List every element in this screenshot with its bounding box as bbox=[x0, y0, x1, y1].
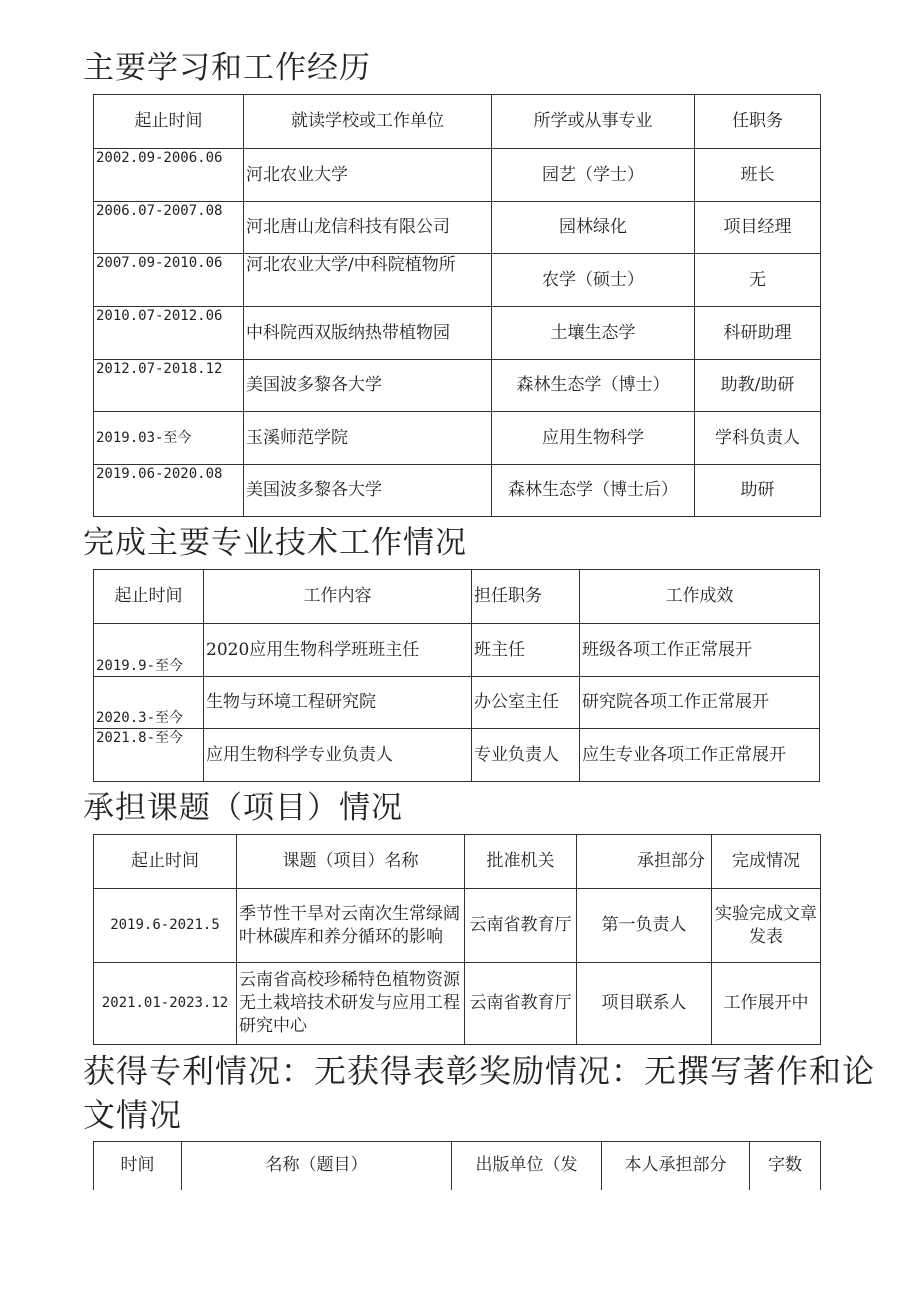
table-row bbox=[94, 254, 821, 307]
period-cell: 2006.07-2007.08 bbox=[94, 202, 244, 254]
patents-awards-heading: 获得专利情况：无获得表彰奖励情况：无撰写著作和论 bbox=[83, 1052, 876, 1090]
school-cell: 美国波多黎各大学 bbox=[244, 360, 492, 412]
period-cell: 2010.07-2012.06 bbox=[94, 307, 244, 360]
header-period: 起止时间 bbox=[94, 95, 244, 149]
major-cell: 农学（硕士） bbox=[492, 254, 695, 307]
work-table bbox=[93, 569, 820, 782]
status-cell: 实验完成文章发表 bbox=[712, 889, 821, 963]
content-cell: 应用生物科学专业负责人 bbox=[204, 729, 472, 782]
period-cell: 2021.01-2023.12 bbox=[94, 963, 237, 1045]
result-cell: 研究院各项工作正常展开 bbox=[580, 677, 820, 729]
publications-table bbox=[93, 1141, 821, 1190]
education-heading: 主要学习和工作经历 bbox=[83, 50, 371, 86]
header-content: 工作内容 bbox=[204, 570, 472, 624]
role-cell: 专业负责人 bbox=[472, 729, 580, 782]
education-header-row bbox=[94, 95, 821, 149]
period-cell: 2019.03-至今 bbox=[94, 412, 244, 465]
period-cell: 2002.09-2006.06 bbox=[94, 149, 244, 202]
header-position: 任职务 bbox=[695, 95, 821, 149]
header-responsibility: 承担部分 bbox=[577, 835, 712, 889]
header-own-part: 本人承担部分 bbox=[602, 1142, 750, 1190]
table-row bbox=[94, 360, 821, 412]
status-cell: 工作展开中 bbox=[712, 963, 821, 1045]
major-cell: 园林绿化 bbox=[492, 202, 695, 254]
publications-header-row bbox=[94, 1142, 821, 1190]
header-title: 名称（题目） bbox=[182, 1142, 452, 1190]
period-cell: 2020.3-至今 bbox=[94, 677, 204, 729]
position-cell: 助研 bbox=[695, 465, 821, 517]
table-row bbox=[94, 412, 821, 465]
education-table bbox=[93, 94, 821, 517]
table-row bbox=[94, 963, 821, 1045]
major-cell: 应用生物科学 bbox=[492, 412, 695, 465]
position-cell: 班长 bbox=[695, 149, 821, 202]
table-row bbox=[94, 889, 821, 963]
header-role: 担任职务 bbox=[472, 570, 580, 624]
period-cell: 2012.07-2018.12 bbox=[94, 360, 244, 412]
role-cell: 班主任 bbox=[472, 624, 580, 677]
table-row bbox=[94, 202, 821, 254]
position-cell: 无 bbox=[695, 254, 821, 307]
period-cell: 2019.06-2020.08 bbox=[94, 465, 244, 517]
table-row bbox=[94, 149, 821, 202]
result-cell: 应生专业各项工作正常展开 bbox=[580, 729, 820, 782]
header-period: 起止时间 bbox=[94, 835, 237, 889]
position-cell: 项目经理 bbox=[695, 202, 821, 254]
header-status: 完成情况 bbox=[712, 835, 821, 889]
major-cell: 森林生态学（博士） bbox=[492, 360, 695, 412]
position-cell: 学科负责人 bbox=[695, 412, 821, 465]
project-name-cell: 云南省高校珍稀特色植物资源无土栽培技术研发与应用工程研究中心 bbox=[237, 963, 465, 1045]
table-row bbox=[94, 624, 820, 677]
content-cell: 2020应用生物科学班班主任 bbox=[204, 624, 472, 677]
header-time: 时间 bbox=[94, 1142, 182, 1190]
header-school: 就读学校或工作单位 bbox=[244, 95, 492, 149]
work-heading: 完成主要专业技术工作情况 bbox=[83, 525, 467, 561]
work-header-row bbox=[94, 570, 820, 624]
table-row bbox=[94, 729, 820, 782]
publications-heading: 文情况 bbox=[83, 1096, 183, 1134]
period-cell: 2019.9-至今 bbox=[94, 624, 204, 677]
header-period: 起止时间 bbox=[94, 570, 204, 624]
major-cell: 园艺（学士） bbox=[492, 149, 695, 202]
authority-cell: 云南省教育厅 bbox=[465, 889, 577, 963]
header-publisher: 出版单位（发 bbox=[452, 1142, 602, 1190]
header-result: 工作成效 bbox=[580, 570, 820, 624]
table-row bbox=[94, 677, 820, 729]
school-cell: 河北唐山龙信科技有限公司 bbox=[244, 202, 492, 254]
position-cell: 科研助理 bbox=[695, 307, 821, 360]
school-cell: 河北农业大学/中科院植物所 bbox=[244, 254, 492, 307]
table-row bbox=[94, 465, 821, 517]
result-cell: 班级各项工作正常展开 bbox=[580, 624, 820, 677]
school-cell: 玉溪师范学院 bbox=[244, 412, 492, 465]
school-cell: 中科院西双版纳热带植物园 bbox=[244, 307, 492, 360]
header-project-name: 课题（项目）名称 bbox=[237, 835, 465, 889]
authority-cell: 云南省教育厅 bbox=[465, 963, 577, 1045]
school-cell: 美国波多黎各大学 bbox=[244, 465, 492, 517]
header-word-count: 字数 bbox=[750, 1142, 821, 1190]
responsibility-cell: 第一负责人 bbox=[577, 889, 712, 963]
major-cell: 森林生态学（博士后） bbox=[492, 465, 695, 517]
period-cell: 2019.6-2021.5 bbox=[94, 889, 237, 963]
position-cell: 助教/助研 bbox=[695, 360, 821, 412]
major-cell: 土壤生态学 bbox=[492, 307, 695, 360]
projects-header-row bbox=[94, 835, 821, 889]
table-row bbox=[94, 307, 821, 360]
header-major: 所学或从事专业 bbox=[492, 95, 695, 149]
content-cell: 生物与环境工程研究院 bbox=[204, 677, 472, 729]
period-cell: 2021.8-至今 bbox=[94, 729, 204, 782]
projects-heading: 承担课题（项目）情况 bbox=[83, 790, 403, 826]
school-cell: 河北农业大学 bbox=[244, 149, 492, 202]
projects-table bbox=[93, 834, 821, 1045]
role-cell: 办公室主任 bbox=[472, 677, 580, 729]
period-cell: 2007.09-2010.06 bbox=[94, 254, 244, 307]
project-name-cell: 季节性干旱对云南次生常绿阔叶林碳库和养分循环的影响 bbox=[237, 889, 465, 963]
header-authority: 批准机关 bbox=[465, 835, 577, 889]
responsibility-cell: 项目联系人 bbox=[577, 963, 712, 1045]
